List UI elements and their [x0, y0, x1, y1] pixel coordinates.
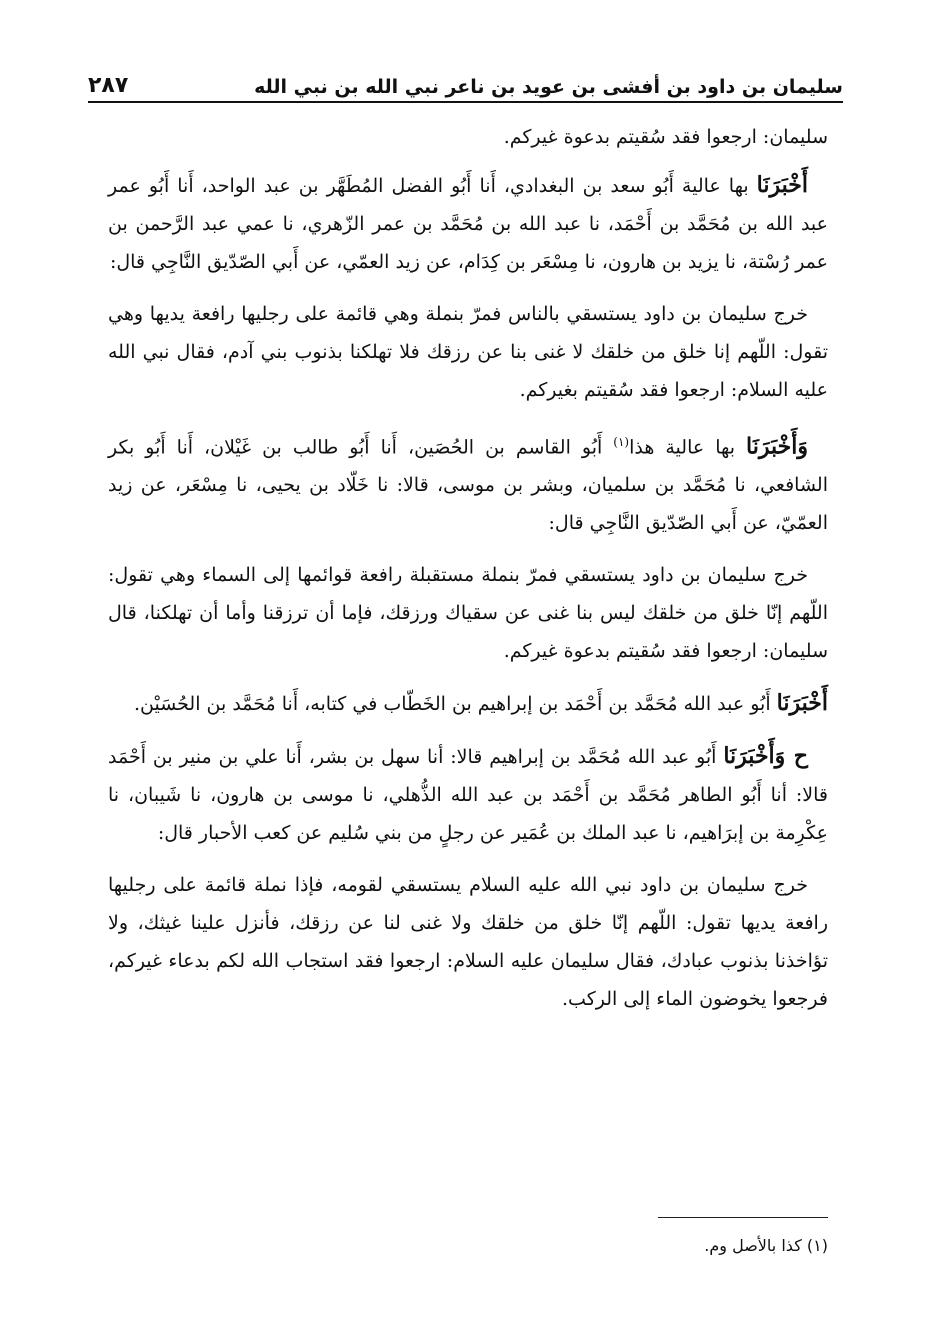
paragraph-3 — [108, 295, 828, 409]
paragraph-text: خرج سليمان بن داود يستسقي بالناس فمرّ بنملة وهي قائمة على رجليها رافعة يديها وهي تقول: اللّهم إنا خلق من خلقك لا غنى بنا عن رزقك فلا تهلكنا بذنوب بني آدم، فقال نبي الله عليه السلام: ارجعوا فقد سُقيتم بغيركم. — [108, 303, 828, 401]
footnote — [108, 1236, 828, 1255]
footnote-text: كذا بالأصل وم. — [704, 1236, 802, 1255]
paragraph-text: بها عالية أَبُو سعد بن البغدادي، أَنا أَبُو الفضل المُطَهَّر بن عبد الواحد، أَنا أَبُو عمر عبد الله بن مُحَمَّد بن أَحْمَد، نا عبد الله بن مُحَمَّد بن عمر الزّهري، نا عمي عبد الرَّحمن بن عمر رُسْتة، نا يزيد بن هارون، نا مِسْعَر بن كِدَام، عن زيد العمّي، عن أَبي الصّدّيق النَّاجِي قال: — [108, 175, 828, 273]
footnote-rule — [658, 1217, 828, 1218]
page-number: ٢٨٧ — [88, 73, 129, 98]
paragraph-4 — [108, 423, 828, 542]
paragraph-text: أَبُو عبد الله مُحَمَّد بن إبراهيم قالا: أنا سهل بن بشر، أَنا علي بن منير بن أَحْمَد قالا: أنا أَبُو الطاهر مُحَمَّد بن أَحْمَد بن عبد الله الذُّهلي، نا موسى بن هارون، نا شَيبان، نا عِكْرِمة بن إبرَاهيم، نا عبد الملك بن عُمَير عن رجلٍ من بني سُليم عن كعب الأحبار قال: — [108, 746, 828, 845]
running-title: سليمان بن داود بن أفشى بن عويد بن ناعر نبي الله بن نبي الله — [254, 76, 843, 98]
narration-lead: أَخْبَرَنَا — [756, 172, 808, 198]
paragraph-1 — [108, 118, 828, 156]
paragraph-text: سليمان: ارجعوا فقد سُقيتم بدعوة غيركم. — [503, 126, 828, 148]
footnote-number: (١) — [806, 1236, 828, 1255]
footnote-marker: (١) — [613, 435, 630, 449]
paragraph-8 — [108, 866, 828, 1018]
narration-lead: وَأَخْبَرَنَا — [746, 433, 808, 460]
paragraph-text-part: بها عالية هذا — [629, 436, 747, 459]
paragraph-5 — [108, 556, 828, 670]
paragraph-6 — [108, 684, 828, 723]
paragraph-text: أَبُو عبد الله مُحَمَّد بن أَحْمَد بن إبراهيم بن الخَطّاب في كتابه، أَنا مُحَمَّد بن الحُسَيْن. — [133, 693, 777, 716]
paragraph-text: أَبُو القاسم بن الحُصَين، أَنا أَبُو طالب بن غَيْلان، أَنا أَبُو بكر الشافعي، نا مُحَمَّد بن سلميان، وبشر بن موسى، قالا: نا خَلّاد بن يحيى، نا مِسْعَر، عن زيد العمّيّ، عن أَبي الصّدّيق النَّاجِي قال: — [108, 436, 828, 535]
running-header — [88, 60, 843, 98]
paragraph-text: خرج سليمان بن داود يستسقي فمرّ بنملة مستقبلة رافعة قوائمها إلى السماء وهي تقول: اللّهم إنّا خلق من خلقك ليس بنا غنى عن سقياك ورزقك، فإما أن ترزقنا وأما أن تهلكنا، قال سليمان: ارجعوا فقد سُقيتم بدعوة غيركم. — [108, 564, 828, 663]
narration-lead: أَخْبَرَنَا — [776, 690, 828, 717]
narration-lead: ح وَأَخْبَرَنَا — [723, 743, 808, 770]
paragraph-text: خرج سليمان بن داود نبي الله عليه السلام يستسقي لقومه، فإذا نملة قائمة على رجليها رافعة يديها تقول: اللّهم إنّا خلق من خلقك ولا غنى لنا عن رزقك، فأنزل علينا غيثك، ولا تؤاخذنا بذنوب عبادك، فقال سليمان عليه السلام: ارجعوا فقد استجاب الله لكم بدعاء غيركم، فرجعوا يخوضون الماء إلى الركب. — [108, 874, 828, 1011]
main-text — [108, 118, 828, 1032]
paragraph-2 — [108, 166, 828, 281]
paragraph-7 — [108, 737, 828, 852]
header-rule — [88, 101, 843, 103]
